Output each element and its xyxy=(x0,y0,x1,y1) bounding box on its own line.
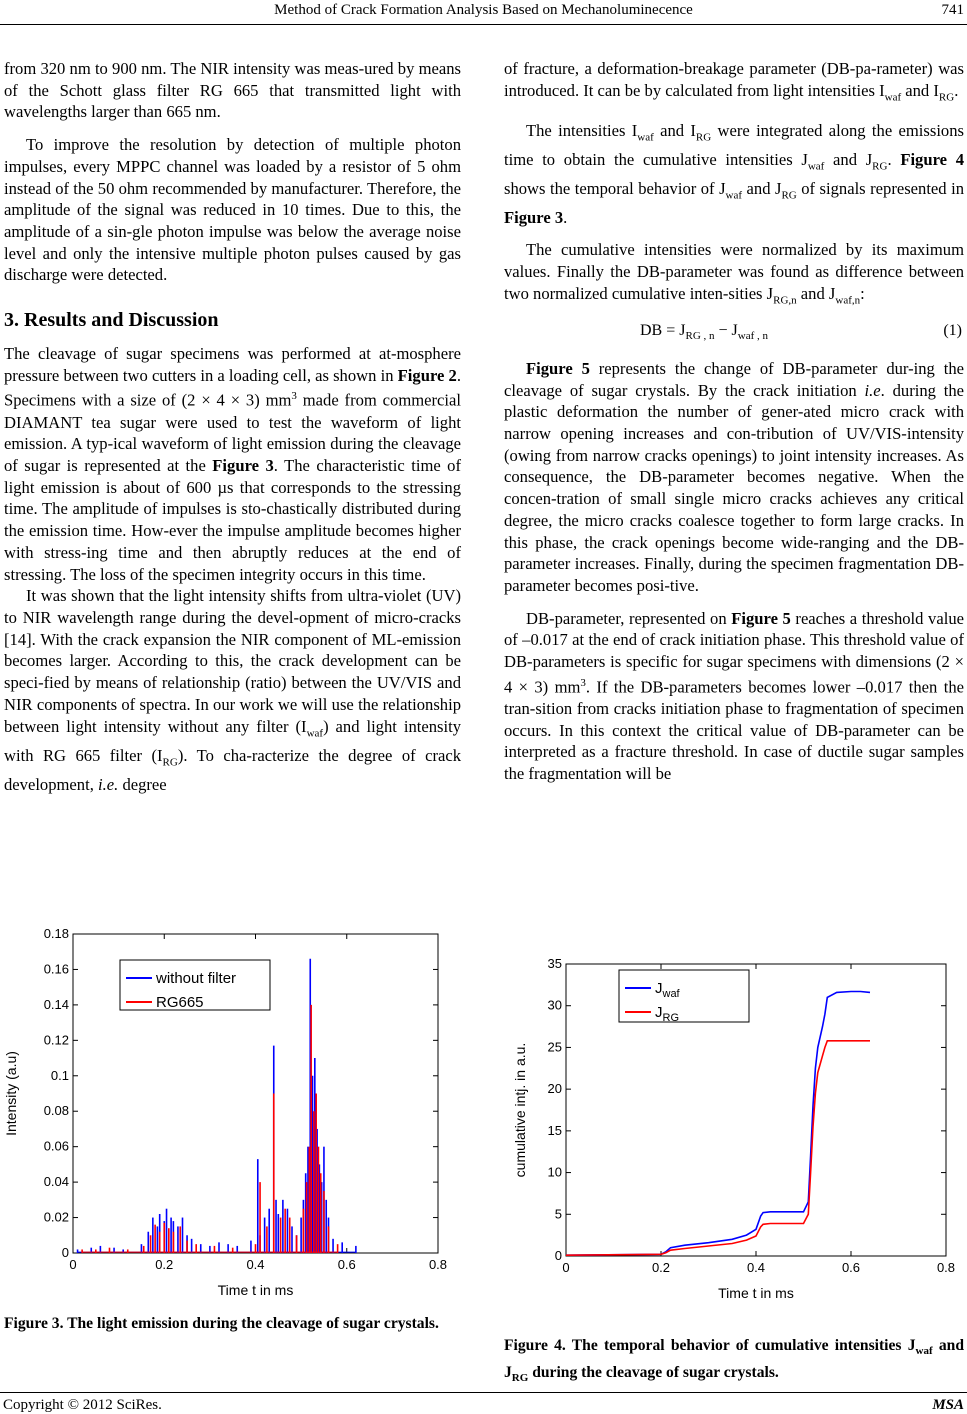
y-axis-label: Intensity (a.u) xyxy=(3,1051,19,1136)
equation-body: DB = $J_{RG , n} - J_{waf , n}$ xyxy=(640,321,769,343)
figure-4-chart xyxy=(505,940,965,1310)
paragraph: The intensities $I_{waf}$ and $I_{RG}$ were integrated along the emissions time to obtain the cumulative intensities $J_{waf}$ and $J_{RG}$. Figure 4 shows the temporal behavior of $J_{waf}$ and $J_{RG}$ of signals represented in Figure 3. xyxy=(504,120,965,227)
x-axis-label: Time t in ms xyxy=(217,1282,294,1298)
x-tick-label: 0.2 xyxy=(651,1260,671,1275)
section-heading: 3. Results and Discussion xyxy=(4,309,219,332)
chart-legend xyxy=(120,960,270,1011)
legend-label: $J_{waf}$ xyxy=(655,980,680,1000)
y-tick-label: 0.12 xyxy=(43,1032,69,1048)
y-tick-label: 0 xyxy=(61,1245,69,1260)
legend-label: RG665 xyxy=(156,994,204,1011)
y-tick-label: 30 xyxy=(547,997,562,1013)
right-column xyxy=(504,58,964,785)
x-tick-label: 0.8 xyxy=(428,1257,448,1272)
figure-3 xyxy=(0,920,460,1305)
y-tick-label: 5 xyxy=(554,1206,562,1222)
y-tick-label: 0.08 xyxy=(43,1103,69,1119)
figure-4-caption: Figure 4. The temporal behavior of cumulative intensities $J_{waf}$ and $J_{RG}$ during the cleavage of sugar crystals. xyxy=(504,1337,964,1385)
paragraph: It was shown that the light intensity shifts from ultra-violet (UV) to NIR wavelength range during the devel-opment of micro-cracks [14]. With the crack expansion the NIR component of ML-emission becomes larger. According to this, the crack development can be speci-fied by means of relationship (ratio) between the UV/VIS and NIR components of spectra. In our work we will use the relationship between light intensity without any filter $(I_{waf})$ and light intensity with RG 665 filter $(I_{RG})$. To cha-racterize the degree of crack development, i.e. degree xyxy=(4,586,462,794)
y-tick-label: 35 xyxy=(547,956,562,971)
x-tick-label: 0.4 xyxy=(746,1260,766,1275)
legend-frame xyxy=(619,970,749,1022)
x-tick-label: 0.6 xyxy=(841,1260,861,1275)
y-tick-label: 0.02 xyxy=(43,1209,69,1225)
left-column xyxy=(4,58,461,795)
y-tick-label: 0.18 xyxy=(43,926,69,941)
y-tick-label: 20 xyxy=(547,1081,562,1097)
y-tick-label: 0.1 xyxy=(50,1067,69,1083)
paragraph: of fracture, a deformation-breakage parameter (DB-pa-rameter) was introduced. It can be by calculated from light intensities $I_{waf}$ and $I_{RG}$. xyxy=(504,59,964,104)
page-footer xyxy=(0,1384,967,1414)
x-tick-label: 0.8 xyxy=(936,1260,956,1275)
figure-reference[interactable]: Figure 5 xyxy=(526,358,590,378)
paragraph: To improve the resolution by detection of multiple photon impulses, every MPPC channel was loaded by a resistor of 5 ohm instead of the 50 ohm recommended by manufacturer. Therefore, the amplitude of the signal was reduced in 10 times. Due to this, the amplitude of a sin-gle photon impulse was below the average noise level and only the intensive multiple photon pulses caused by gas discharge were detected. xyxy=(4,135,461,285)
x-tick-label: 0 xyxy=(562,1260,570,1275)
y-axis-label: cumulative intj. in a.u. xyxy=(512,1042,528,1178)
running-title: Method of Crack Formation Analysis Based on Mechanoluminecence xyxy=(274,2,693,18)
x-axis-label: Time t in ms xyxy=(718,1285,794,1301)
figure-reference[interactable]: Figure 2 xyxy=(397,365,457,385)
figure-reference[interactable]: Figure 4 xyxy=(900,149,965,169)
series-line-rg xyxy=(566,1041,870,1255)
paragraph: The cleavage of sugar specimens was performed at at-mosphere pressure between two cutters in a loading cell, as shown in Figure 2. Specimens with a size of (2 × 4 × 3) $mm^3$ made from commercial DIAMANT tea sugar were used to test the waveform of light emission. A typ-ical waveform of light emission during the cleavage of sugar is represented at the Figure 3. The characteristic time of light emission is about of 600 µs that corresponds to the stressing time. The amplitude of impulses is sto-chastically distributed during the emission time. How-ever the impulse amplitude becomes higher with stress-ing time and then abruptly reduces at the end of stressing. The loss of the specimen integrity occurs in this time. xyxy=(4,344,461,584)
legend-label: $J_{RG}$ xyxy=(655,1004,679,1024)
paragraph: The cumulative intensities were normalized by its maximum values. Finally the DB-parameter was found as difference between two normalized cumulative inten-sities $J_{RG,n}$ and $J_{waf,n}$: xyxy=(504,240,964,307)
x-tick-label: 0.6 xyxy=(337,1257,356,1272)
y-tick-label: 0.06 xyxy=(43,1138,69,1154)
y-tick-label: 0 xyxy=(554,1248,562,1263)
figure-3-chart xyxy=(0,920,460,1305)
x-tick-label: 0.2 xyxy=(155,1257,174,1272)
paragraph: from 320 nm to 900 nm. The NIR intensity was meas-ured by means of the Schott glass filter RG 665 that transmitted light with wavelengths larger than 665 nm. xyxy=(4,59,461,122)
series-line-waf xyxy=(566,992,870,1256)
figure-4 xyxy=(505,940,965,1310)
figure-reference[interactable]: Figure 5 xyxy=(731,608,791,628)
y-tick-label: 0.04 xyxy=(43,1174,69,1190)
figure-3-caption: Figure 3. The light emission during the cleavage of sugar crystals. xyxy=(4,1315,439,1332)
paragraph: Figure 5 represents the change of DB-parameter dur-ing the cleavage of sugar crystals. By the crack initiation i.e. during the plastic deformation the number of gener-ated micro crack with narrow opening increases and con-tribution of UV/VIS-intensity (owing from narrow cracks openings) to joint intensity increases. As consequence, the DB-parameter becomes negative. When the concen-tration of small single micro cracks achieves any critical degree, the micro cracks coalesce together to form large cracks. In this phase, the crack openings become wide-ranging and the DB-parameter increases. Finally, during the specimen fragmentation DB-parameter becomes posi-tive. xyxy=(504,358,965,595)
header-rule xyxy=(0,24,967,25)
legend-label: without filter xyxy=(156,970,237,987)
chart-legend xyxy=(619,970,749,1024)
page-header xyxy=(0,0,967,26)
copyright: Copyright © 2012 SciRes. xyxy=(3,1397,162,1413)
y-tick-label: 0.14 xyxy=(43,996,69,1012)
x-tick-label: 0.4 xyxy=(246,1257,265,1272)
paragraph: DB-parameter, represented on Figure 5 reaches a threshold value of –0.017 at the end of crack initiation phase. This threshold value of DB-parameters is specific for sugar specimens with dimensions (2 × 4 × 3) $mm^3$. If the DB-parameters becomes lower –0.017 then the tran-sition from cracks initiation phase to fragmentation of specimen occurs. In this context the critical value of DB-parameter can be interpreted as a fracture threshold. In case of ductile sugar samples the fragmentation will be xyxy=(504,608,964,784)
y-tick-label: 25 xyxy=(547,1039,562,1055)
figure-reference[interactable]: Figure 3 xyxy=(504,207,564,227)
y-tick-label: 0.16 xyxy=(43,961,69,977)
page-number: 741 xyxy=(941,2,964,18)
y-tick-label: 10 xyxy=(547,1164,562,1180)
equation xyxy=(504,318,964,344)
x-tick-label: 0 xyxy=(69,1257,77,1272)
y-tick-label: 15 xyxy=(547,1122,562,1138)
figure-reference[interactable]: Figure 3 xyxy=(212,456,274,476)
footer-rule xyxy=(0,1392,967,1393)
journal-abbrev: MSA xyxy=(932,1397,964,1413)
equation-number: (1) xyxy=(943,321,962,339)
